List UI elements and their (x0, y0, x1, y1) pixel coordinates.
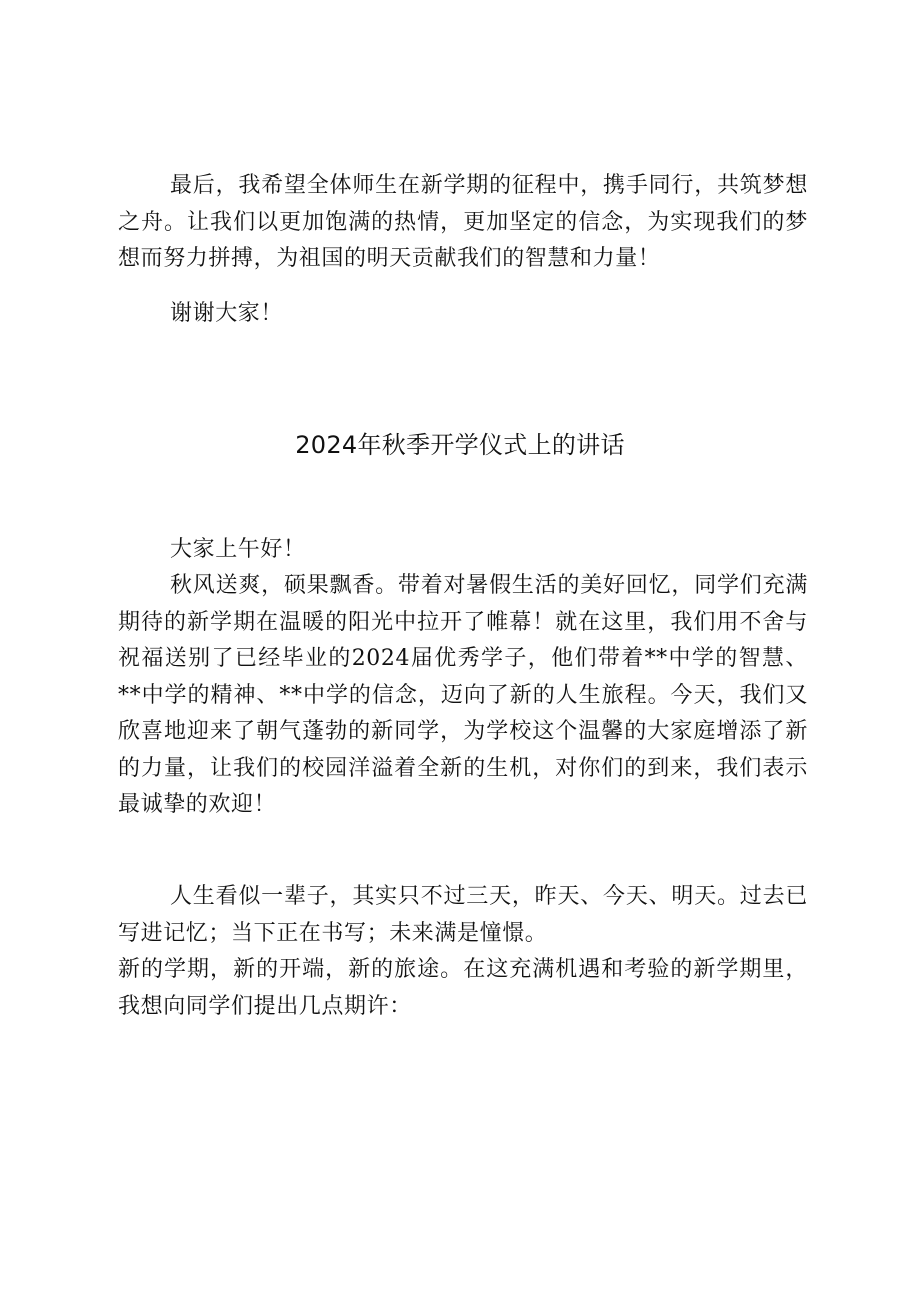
greeting-line: 大家上午好！ (170, 537, 306, 562)
body-paragraph-3: 新的学期，新的开端，新的旅途。在这充满机遇和考验的新学期里，我想向同学们提出几点期许： (118, 957, 808, 1019)
thanks-line: 谢谢大家！ (170, 301, 284, 326)
body-paragraph-2: 人生看似一辈子，其实只不过三天，昨天、今天、明天。过去已写进记忆；当下正在书写；未来满是憧憬。 (118, 884, 808, 946)
page-title: 2024年秋季开学仪式上的讲话 (295, 431, 625, 459)
closing-paragraph: 最后，我希望全体师生在新学期的征程中，携手同行，共筑梦想之舟。让我们以更加饱满的热情，更加坚定的信念，为实现我们的梦想而努力拼搏，为祖国的明天贡献我们的智慧和力量！ (118, 173, 808, 271)
body-paragraph-1: 秋风送爽，硕果飘香。带着对暑假生活的美好回忆，同学们充满期待的新学期在温暖的阳光中拉开了帷幕！就在这里，我们用不舍与祝福送别了已经毕业的2024届优秀学子，他们带着**中学的智慧、**中学的精神、**中学的信念，迈向了新的人生旅程。今天，我们又欣喜地迎来了朝气蓬勃的新同学，为学校这个温馨的大家庭增添了新的力量，让我们的校园洋溢着全新的生机，对你们的到来，我们表示最诚挚的欢迎！ (118, 573, 808, 817)
